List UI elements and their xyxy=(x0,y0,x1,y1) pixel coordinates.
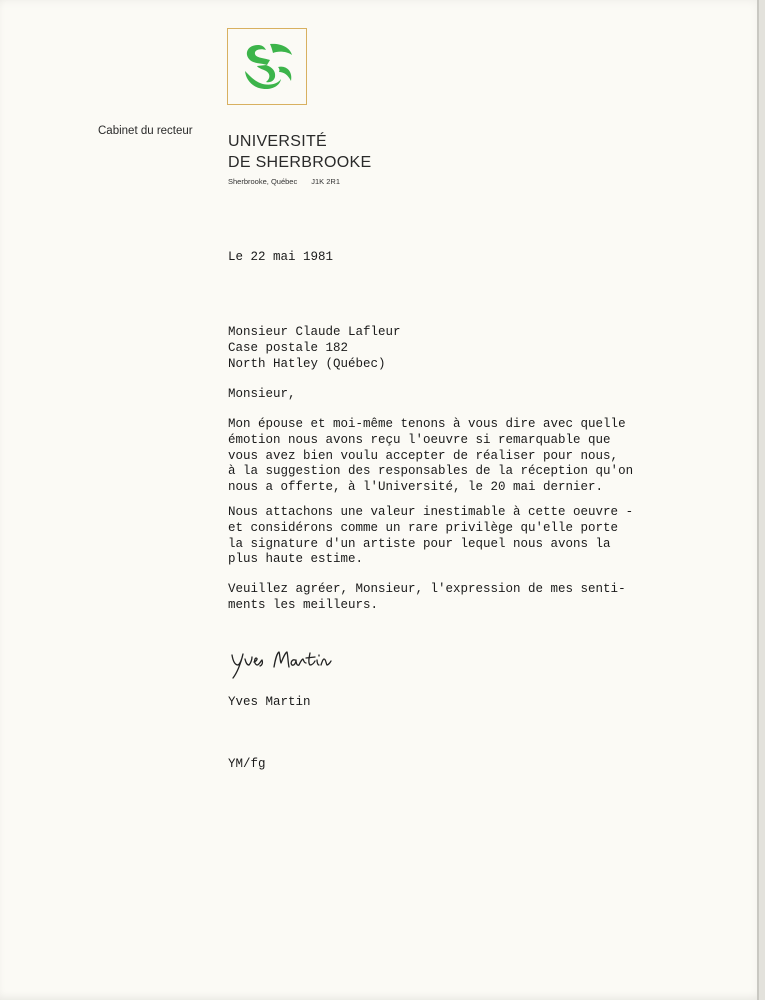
university-name-line2: DE SHERBROOKE xyxy=(228,154,372,171)
typed-signatory-name: Yves Martin xyxy=(228,695,311,709)
salutation: Monsieur, xyxy=(228,387,296,401)
paragraph-line: Nous attachons une valeur inestimable à cette oeuvre - xyxy=(228,505,634,519)
paragraph-line: nous a offerte, à l'Université, le 20 mai dernier. xyxy=(228,480,604,495)
paragraph-line: Veuillez agréer, Monsieur, l'expression de mes senti- xyxy=(228,582,626,596)
university-logo xyxy=(227,28,307,105)
recipient-line: North Hatley (Québec) xyxy=(228,356,386,371)
paragraph-line: à la suggestion des responsables de la réception qu'on xyxy=(228,464,634,479)
paragraph-3 xyxy=(228,582,626,614)
handwritten-signature xyxy=(226,645,346,686)
recipient-line: Case postale 182 xyxy=(228,340,349,355)
paragraph-line: plus haute estime. xyxy=(228,552,364,567)
page-edge xyxy=(757,0,759,1000)
university-s-emblem-icon xyxy=(240,41,296,93)
paragraph-line: émotion nous avons reçu l'oeuvre si remarquable que xyxy=(228,432,611,447)
paragraph-line: et considérons comme un rare privilège qu'elle porte xyxy=(228,520,619,535)
paragraph-2 xyxy=(228,505,633,568)
university-name-line1: UNIVERSITÉ xyxy=(228,133,328,150)
paragraph-line: la signature d'un artiste pour lequel nous avons la xyxy=(228,536,611,551)
paragraph-line: vous avez bien voulu accepter de réaliser pour nous, xyxy=(228,448,619,463)
university-name xyxy=(228,131,372,173)
reference-initials: YM/fg xyxy=(228,757,266,771)
recipient-address xyxy=(228,325,401,372)
paragraph-line: Mon épouse et moi-même tenons à vous dire avec quelle xyxy=(228,417,626,431)
page-shadow xyxy=(759,0,765,1000)
address-postal-code: J1K 2R1 xyxy=(311,177,340,186)
paragraph-1 xyxy=(228,417,633,496)
paragraph-line: ments les meilleurs. xyxy=(228,597,379,612)
university-address xyxy=(228,177,340,186)
recipient-line: Monsieur Claude Lafleur xyxy=(228,325,401,339)
letter-date: Le 22 mai 1981 xyxy=(228,250,334,264)
address-city: Sherbrooke, Québec xyxy=(228,177,298,186)
office-label: Cabinet du recteur xyxy=(98,125,193,137)
